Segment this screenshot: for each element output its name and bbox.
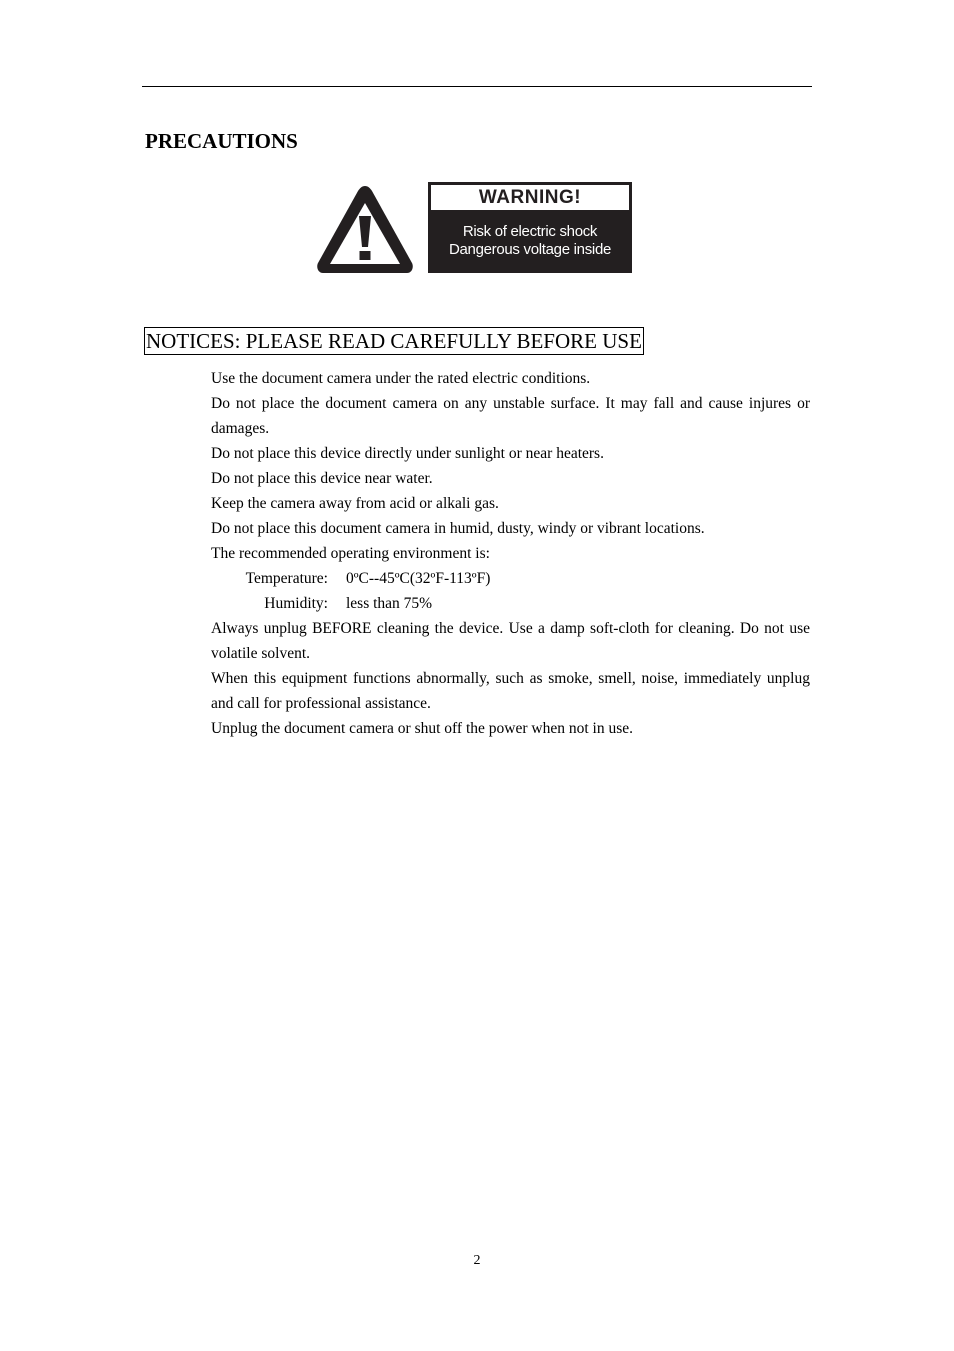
list-item: Do not place the document camera on any unstable surface. It may fall and cause injures or damages. [211, 395, 810, 437]
list-item: Do not place this device near water. [211, 470, 433, 487]
warning-graphic [315, 181, 635, 275]
temperature-value: 0ºC--45ºC(32ºF-113ºF) [346, 570, 491, 587]
warning-label-line-2: Dangerous voltage inside [448, 241, 612, 258]
list-item: Always unplug BEFORE cleaning the device. Use a damp soft-cloth for cleaning. Do not use volatile solvent. [211, 620, 810, 662]
warning-label-line-1: Risk of electric shock [462, 223, 598, 240]
list-item: Do not place this device directly under sunlight or near heaters. [211, 445, 604, 462]
list-item: The recommended operating environment is: [211, 545, 490, 562]
list-item: Keep the camera away from acid or alkali gas. [211, 495, 499, 512]
page-number: 2 [473, 1253, 481, 1268]
header-rule [142, 86, 812, 87]
warning-label-heading: WARNING! [431, 185, 629, 210]
list-item: Do not place this document camera in humid, dusty, windy or vibrant locations. [211, 520, 705, 537]
warning-label [428, 182, 632, 273]
environment-humidity-row [211, 591, 810, 616]
warning-triangle-icon [315, 183, 415, 275]
environment-temperature-row [211, 566, 810, 591]
list-item: Unplug the document camera or shut off the power when not in use. [211, 720, 633, 737]
list-item: When this equipment functions abnormally, such as smoke, smell, noise, immediately unplug and call for professional assistance. [211, 670, 810, 712]
humidity-label: Humidity: [264, 595, 328, 612]
notices-list [211, 366, 810, 741]
humidity-value: less than 75% [346, 595, 433, 612]
section-title: PRECAUTIONS [145, 129, 298, 153]
list-item: Use the document camera under the rated electric conditions. [211, 370, 591, 387]
notices-heading: NOTICES: PLEASE READ CAREFULLY BEFORE USE [146, 329, 642, 353]
temperature-label: Temperature: [245, 570, 328, 587]
